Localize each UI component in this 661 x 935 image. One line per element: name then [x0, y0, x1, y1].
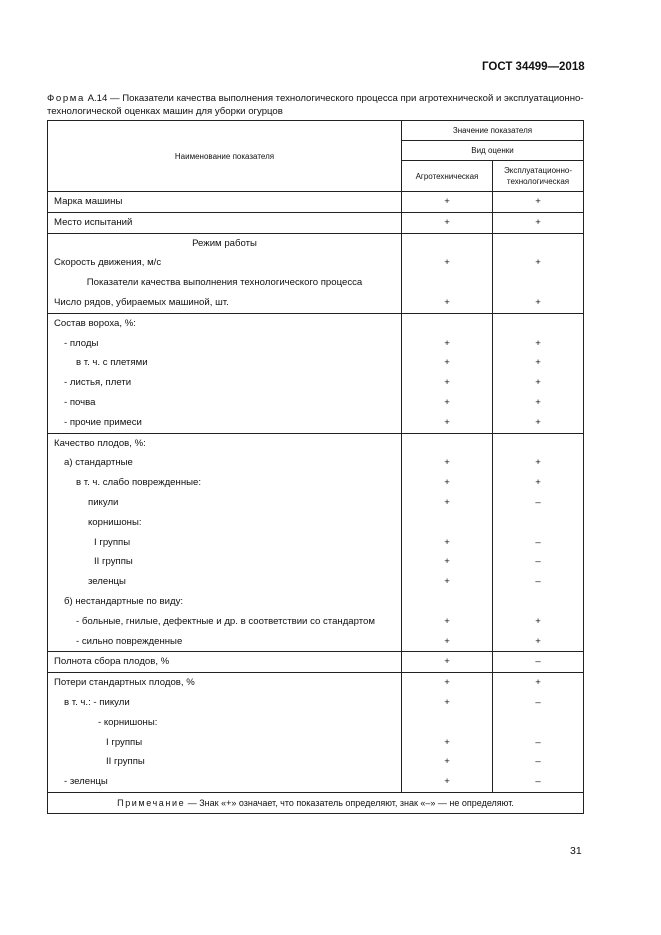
indicator-value: +	[444, 357, 450, 369]
table-row	[48, 233, 584, 313]
indicator-value: –	[535, 496, 541, 508]
form-caption	[47, 92, 587, 118]
indicator-label: б) нестандартные по виду:	[64, 595, 184, 607]
agro-value-cell	[402, 313, 493, 433]
indicator-value: +	[444, 257, 450, 269]
expl-value-cell	[493, 212, 584, 233]
indicator-value	[402, 314, 492, 334]
indicator-label: - сильно поврежденные	[76, 635, 183, 647]
indicator-label: Качество плодов, %:	[54, 437, 146, 449]
indicator-label: Скорость движения, м/с	[54, 257, 162, 269]
indicator-value: +	[444, 216, 450, 228]
indicator-value: –	[535, 776, 541, 788]
indicator-value: +	[535, 257, 541, 269]
agro-value-cell	[402, 212, 493, 233]
expl-value-cell	[493, 433, 584, 652]
column-header-eval-type: Вид оценки	[402, 141, 584, 161]
indicator-value: +	[444, 536, 450, 548]
indicator-cell	[48, 212, 402, 233]
indicator-label: - корнишоны:	[98, 716, 158, 728]
indicator-value: –	[535, 656, 541, 668]
expl-value-cell	[493, 192, 584, 213]
table-row	[48, 433, 584, 652]
agro-value-cell	[402, 233, 493, 313]
indicator-value	[402, 592, 492, 612]
caption-text: — Показатели качества выполнения технологического процесса при агротехнической и эксплуатационно-технологической оценках машин для уборки огурцов	[47, 93, 584, 117]
indicator-value: +	[444, 416, 450, 428]
indicator-value: +	[535, 457, 541, 469]
indicator-value: +	[535, 296, 541, 308]
indicator-label: Потери стандартных плодов, %	[54, 677, 195, 689]
indicator-value: +	[444, 337, 450, 349]
indicator-cell	[48, 433, 402, 652]
indicator-value: +	[535, 615, 541, 627]
indicator-label: в т. ч.: - пикули	[64, 696, 130, 708]
indicator-value	[402, 434, 492, 454]
indicator-value	[402, 513, 492, 533]
expl-value-cell	[493, 652, 584, 673]
indicator-value	[493, 713, 583, 733]
indicator-label: Марка машины	[54, 196, 123, 207]
column-header-name: Наименование показателя	[48, 121, 402, 192]
indicator-value: +	[535, 635, 541, 647]
indicator-value: +	[535, 337, 541, 349]
agro-value-cell	[402, 433, 493, 652]
indicator-label: II группы	[106, 756, 145, 768]
table-row	[48, 212, 584, 233]
indicator-value	[493, 434, 583, 454]
page-number: 31	[570, 845, 582, 857]
indicators-table	[47, 120, 584, 814]
indicator-label: - плоды	[64, 337, 99, 349]
form-number: А.14	[87, 93, 108, 104]
indicator-value	[493, 513, 583, 533]
indicator-value	[493, 234, 583, 254]
indicator-value: +	[444, 776, 450, 788]
agro-value-cell	[402, 192, 493, 213]
indicator-value: +	[535, 357, 541, 369]
indicator-value: +	[444, 635, 450, 647]
note-text: — Знак «+» означает, что показатель определяют, знак «–» — не определяют.	[187, 797, 514, 808]
indicator-cell	[48, 313, 402, 433]
indicator-value	[493, 592, 583, 612]
indicator-label: I группы	[106, 736, 143, 748]
expl-value-cell	[493, 673, 584, 793]
indicator-value: +	[444, 457, 450, 469]
indicator-value: +	[444, 496, 450, 508]
indicator-cell	[48, 673, 402, 793]
indicator-label: а) стандартные	[64, 457, 133, 469]
indicator-value: +	[444, 296, 450, 308]
indicator-label: Состав вороха, %:	[54, 317, 136, 329]
document-header: ГОСТ 34499—2018	[482, 61, 585, 73]
indicator-label: в т. ч. с плетями	[76, 357, 148, 369]
indicator-value: +	[444, 736, 450, 748]
indicator-value: +	[444, 615, 450, 627]
indicator-value: +	[444, 677, 450, 689]
indicator-label: - зеленцы	[64, 776, 108, 788]
indicator-label: Место испытаний	[54, 216, 133, 228]
indicator-label: - больные, гнилые, дефектные и др. в соответствии со стандартом	[76, 615, 375, 627]
table-note	[48, 792, 584, 813]
table-row	[48, 192, 584, 213]
indicator-label: - почва	[64, 396, 96, 408]
column-header-value: Значение показателя	[402, 121, 584, 141]
indicator-label: пикули	[88, 496, 119, 508]
indicator-value	[402, 713, 492, 733]
column-header-expl: Эксплуатационно- технологическая	[493, 161, 584, 192]
indicator-value: +	[444, 696, 450, 708]
indicator-value: +	[444, 477, 450, 489]
indicator-value: +	[535, 677, 541, 689]
indicator-value: –	[535, 756, 541, 768]
indicator-value: –	[535, 696, 541, 708]
indicator-value: +	[444, 196, 450, 207]
indicator-label: - листья, плети	[64, 377, 132, 389]
indicator-value: +	[535, 216, 541, 228]
indicator-value	[402, 273, 492, 293]
indicator-value: +	[535, 377, 541, 389]
indicator-value: –	[535, 576, 541, 588]
agro-value-cell	[402, 673, 493, 793]
expl-value-cell	[493, 313, 584, 433]
indicator-value: +	[444, 756, 450, 768]
indicator-value	[402, 234, 492, 254]
table-row	[48, 673, 584, 793]
indicator-value: –	[535, 556, 541, 568]
indicator-label: Режим работы	[192, 237, 257, 249]
table-row	[48, 313, 584, 433]
indicator-value: +	[444, 656, 450, 668]
indicator-value: +	[444, 396, 450, 408]
indicator-cell	[48, 652, 402, 673]
table-row	[48, 652, 584, 673]
form-label: Форма	[47, 93, 85, 104]
indicator-label: Показатели качества выполнения технологического процесса	[86, 277, 363, 289]
indicator-label: корнишоны:	[88, 516, 142, 528]
indicator-label: зеленцы	[88, 576, 126, 588]
indicator-label: I группы	[94, 536, 131, 548]
indicator-label: Число рядов, убираемых машиной, шт.	[54, 296, 229, 308]
expl-value-cell	[493, 233, 584, 313]
indicator-value: +	[535, 396, 541, 408]
indicator-value	[493, 273, 583, 293]
indicator-value: –	[535, 536, 541, 548]
indicator-label: II группы	[94, 556, 133, 568]
indicator-label: в т. ч. слабо поврежденные:	[76, 477, 202, 489]
indicator-value: +	[444, 377, 450, 389]
indicator-cell	[48, 192, 402, 213]
column-header-agro: Агротехническая	[402, 161, 493, 192]
note-label: Примечание	[117, 797, 186, 808]
indicator-value: +	[535, 477, 541, 489]
agro-value-cell	[402, 652, 493, 673]
indicator-value: +	[535, 416, 541, 428]
indicator-value: +	[444, 556, 450, 568]
indicator-cell	[48, 233, 402, 313]
indicator-value: +	[444, 576, 450, 588]
indicator-value: +	[535, 196, 541, 207]
indicator-label: - прочие примеси	[64, 416, 142, 428]
indicator-value	[493, 314, 583, 334]
indicator-value: –	[535, 736, 541, 748]
indicator-label: Полнота сбора плодов, %	[54, 656, 170, 668]
